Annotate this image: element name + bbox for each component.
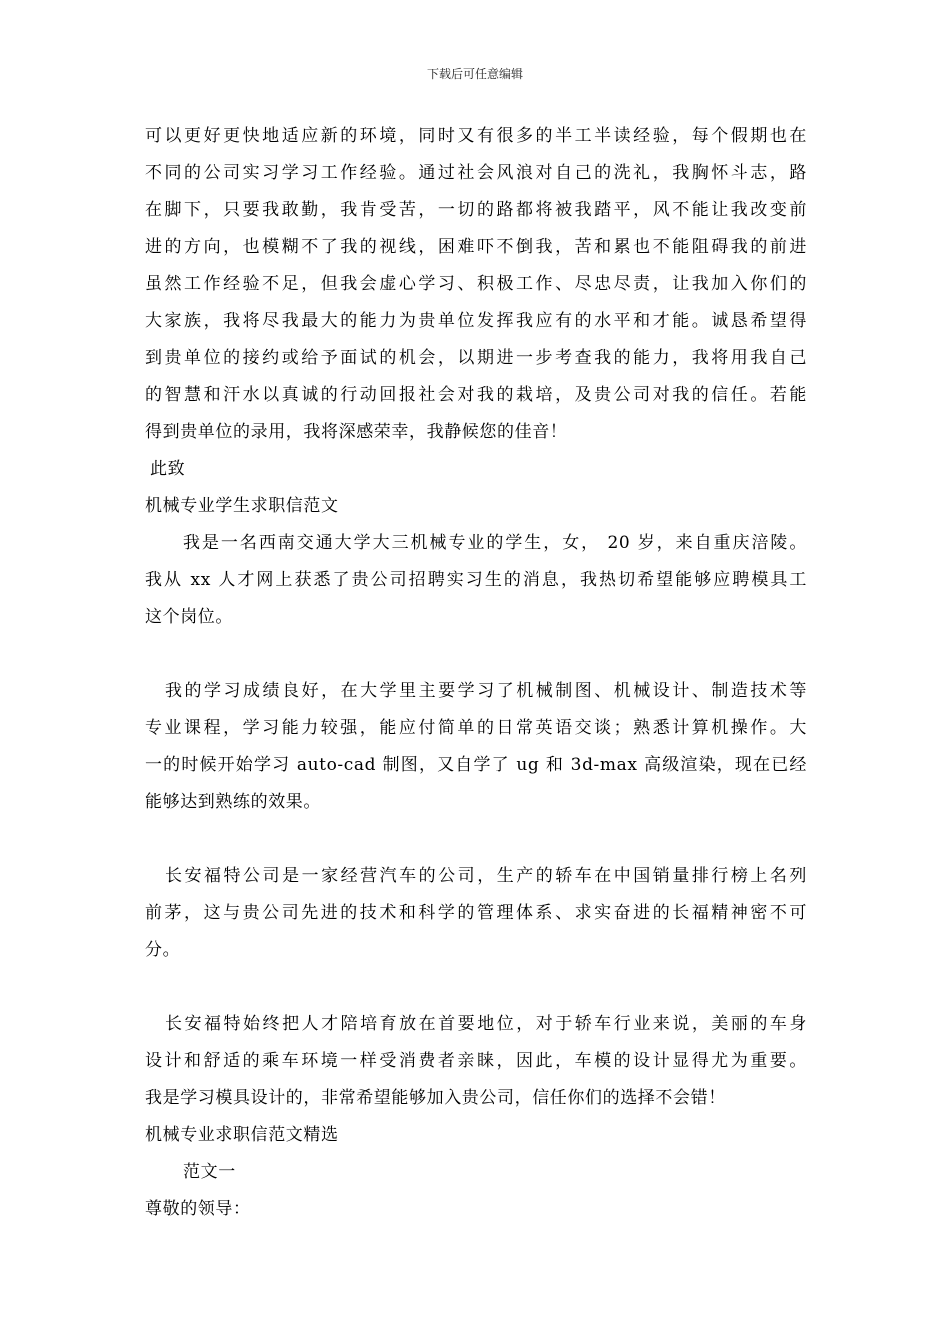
text-line: 前茅，这与贵公司先进的技术和科学的管理体系、求实奋进的长福精神密不可 (145, 903, 807, 923)
text-line: 在脚下，只要我敢勤，我肯受苦，一切的路都将被我踏平，风不能让我改变前 (145, 200, 807, 220)
text-line: 到贵单位的接约或给予面试的机会，以期进一步考查我的能力，我将用我自己 (145, 348, 807, 368)
text-line: 长安福特始终把人才陪培育放在首要地位，对于轿车行业来说，美丽的车身 (165, 1014, 807, 1034)
document-body (145, 118, 807, 1228)
text-line: 我是一名西南交通大学大三机械专业的学生，女， 20 岁，来自重庆涪陵。 (183, 533, 807, 553)
text-line: 进的方向，也模糊不了我的视线，困难吓不倒我，苦和累也不能阻碍我的前进 (145, 237, 807, 257)
text-line: 专业课程，学习能力较强，能应付简单的日常英语交谈；熟悉计算机操作。大 (145, 718, 807, 738)
salutation: 尊敬的领导： (145, 1199, 251, 1219)
text-line: 大家族，我将尽我最大的能力为贵单位发挥我应有的水平和才能。诚恳希望得 (145, 311, 807, 331)
text-line: 虽然工作经验不足，但我会虚心学习、积极工作、尽忠尽责，让我加入你们的 (145, 274, 807, 294)
text-line: 一的时候开始学习 auto-cad 制图，又自学了 ug 和 3d-max 高级渲染，现在已经 (145, 755, 807, 775)
text-line: 这个岗位。 (145, 607, 233, 627)
paragraph-gap (145, 969, 807, 1006)
section-heading: 机械专业学生求职信范文 (145, 496, 339, 516)
text-line: 不同的公司实习学习工作经验。通过社会风浪对自己的洗礼，我胸怀斗志，路 (145, 163, 807, 183)
page-header: 下载后可任意编辑 (426, 67, 523, 81)
closing-text: 此致 (150, 459, 186, 479)
text-line: 的智慧和汗水以真诚的行动回报社会对我的栽培，及贵公司对我的信任。若能 (145, 385, 807, 405)
paragraph-gap (145, 636, 807, 673)
paragraph-gap (145, 821, 807, 858)
text-line: 设计和舒适的乘车环境一样受消费者亲睐，因此，车模的设计显得尤为重要。 (145, 1051, 807, 1071)
text-line: 分。 (145, 940, 181, 960)
text-line: 我是学习模具设计的，非常希望能够加入贵公司，信任你们的选择不会错！ (145, 1088, 726, 1108)
text-line: 能够达到熟练的效果。 (145, 792, 321, 812)
text-line: 可以更好更快地适应新的环境，同时又有很多的半工半读经验，每个假期也在 (145, 126, 807, 146)
sample-label: 范文一 (183, 1162, 236, 1182)
text-line: 我从 xx 人才网上获悉了贵公司招聘实习生的消息，我热切希望能够应聘模具工 (145, 570, 807, 590)
section-heading: 机械专业求职信范文精选 (145, 1125, 339, 1145)
text-line: 得到贵单位的录用，我将深感荣幸，我静候您的佳音！ (145, 422, 568, 442)
text-line: 长安福特公司是一家经营汽车的公司，生产的轿车在中国销量排行榜上名列 (165, 866, 807, 886)
text-line: 我的学习成绩良好，在大学里主要学习了机械制图、机械设计、制造技术等 (165, 681, 807, 701)
